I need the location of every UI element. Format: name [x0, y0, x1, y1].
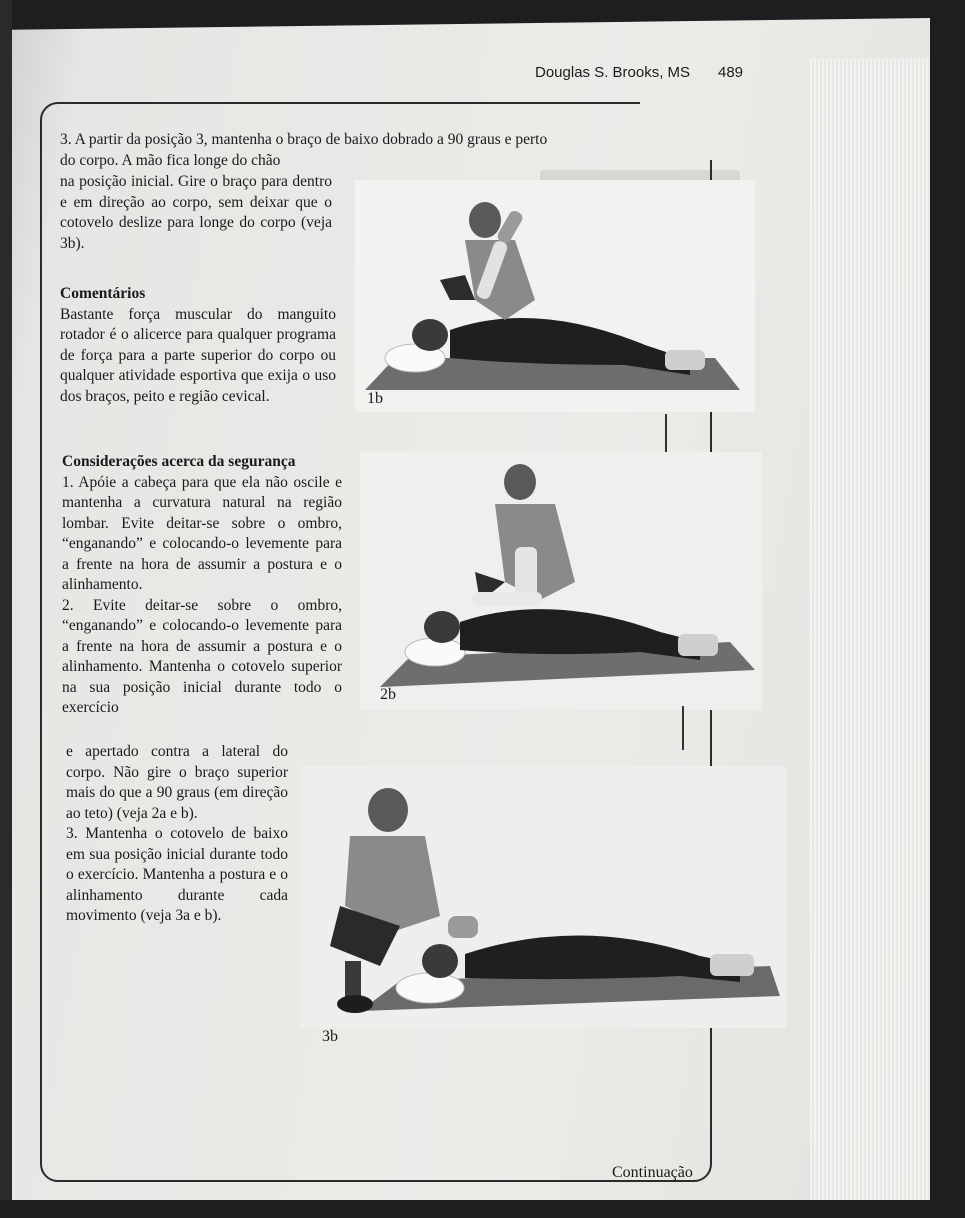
safety-item-2-continued	[66, 742, 288, 927]
step3-body	[60, 172, 332, 254]
step3-line2: do corpo. A mão fica longe do chão	[60, 152, 281, 169]
comments-heading: Comentários	[60, 285, 146, 302]
page-edge-stack	[810, 58, 930, 1218]
step3-rest: na posição inicial. Gire o braço para dentro e em direção ao corpo, sem deixar que o cotovelo deslize para longe do corpo (veja 3b).	[60, 173, 332, 252]
photo-3b-illustration	[300, 766, 786, 1028]
photo-2b-illustration	[360, 452, 762, 710]
safety-heading: Considerações acerca da segurança	[62, 453, 296, 470]
safety-item-1: 1. Apóie a cabeça para que ela não oscile e mantenha a curvatura natural na região lombar. Evite deitar-se sobre o ombro, “enganando” e colocando-o levemente para a frente na hora de assumir a postura e o alinhamento.	[62, 473, 342, 593]
page-number: 489	[718, 64, 744, 81]
figure-divider-1	[665, 414, 667, 454]
continuation-label: Continuação	[612, 1164, 693, 1181]
background-edge	[0, 0, 12, 1200]
comments-body: Bastante força muscular do manguito rotador é o alicerce para qualquer programa de força para a parte superior do corpo ou qualquer atividade esportiva que exija o uso dos braços, peito e região cevical.	[60, 305, 336, 405]
comments-section	[60, 284, 336, 407]
safety-item-2-rest: e apertado contra a lateral do corpo. Não gire o braço superior mais do que a 90 graus (em direção ao teto) (veja 2a e b).	[66, 743, 288, 822]
running-header-author: Douglas S. Brooks, MS	[535, 64, 691, 81]
photo-1b-illustration	[355, 180, 755, 412]
step3-line1: 3. A partir da posição 3, mantenha o braço de baixo dobrado a 90 graus e perto	[60, 131, 548, 148]
figure-label-2b: 2b	[380, 686, 396, 703]
figure-divider-2	[682, 706, 684, 750]
figure-label-1b: 1b	[367, 390, 383, 407]
figure-label-3b: 3b	[322, 1028, 338, 1045]
exercise-photo-2b	[360, 452, 762, 710]
exercise-photo-1b	[355, 180, 755, 412]
safety-section	[62, 452, 342, 719]
safety-item-2: 2. Evite deitar-se sobre o ombro, “enganando” e colocando-o levemente para a frente na hora de assumir a postura e o alinhamento. Mantenha o cotovelo superior na sua posição inicial durante todo o exercício	[62, 596, 342, 716]
safety-item-3: 3. Mantenha o cotovelo de baixo em sua posição inicial durante todo o exercício. Mantenha a postura e o alinhamento durante cada movimento (veja 3a e b).	[66, 825, 288, 924]
exercise-photo-3b	[300, 766, 786, 1028]
